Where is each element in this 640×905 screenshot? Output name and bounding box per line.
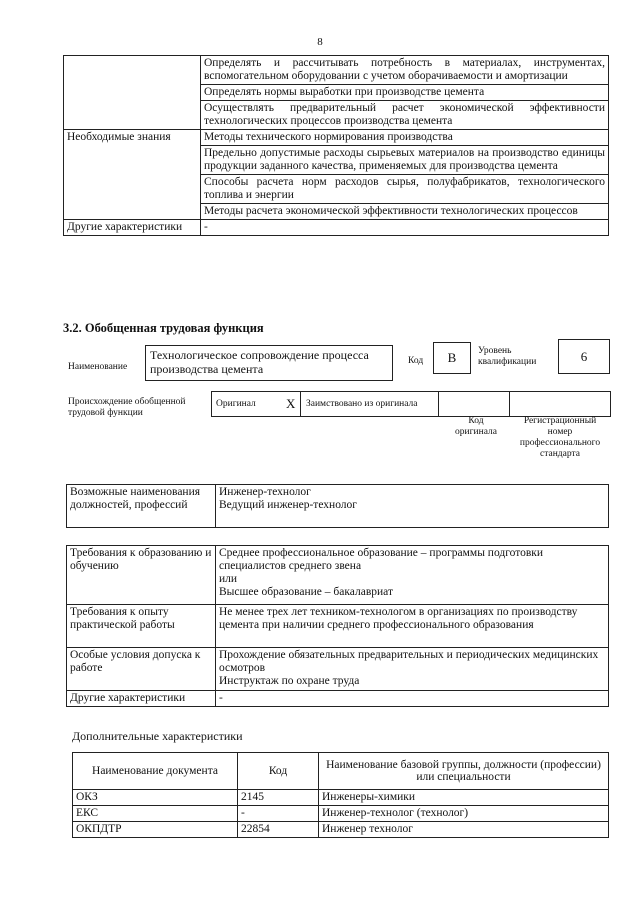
name-value: Технологическое сопровождение процесса производства цемента xyxy=(150,348,369,376)
code-original-label: Код оригинала xyxy=(455,416,497,437)
req-label: Другие характеристики xyxy=(67,691,216,707)
code-value: B xyxy=(433,342,471,374)
req-line: Прохождение обязательных предварительных и периодических медицинских осмотров xyxy=(219,649,599,674)
knowledge-label: Необходимые знания xyxy=(64,130,201,220)
position-item: Инженер-технолог xyxy=(219,486,311,498)
knowledge-cell: Способы расчета норм расходов сырья, полуфабрикатов, технологического топлива и энергии xyxy=(201,175,609,204)
req-value xyxy=(216,691,609,707)
positions-label: Возможные наименования должностей, профессий xyxy=(67,485,216,528)
position-item: Ведущий инженер-технолог xyxy=(219,499,357,511)
code-original-box xyxy=(438,391,510,417)
code-cell: - xyxy=(238,806,319,822)
knowledge-cell: Методы технического нормирования производства xyxy=(201,130,609,146)
level-value: 6 xyxy=(558,339,610,374)
other-label: Другие характеристики xyxy=(64,220,201,236)
doc-cell: ОКЗ xyxy=(73,790,238,806)
name-label: Наименование xyxy=(68,362,128,372)
borrowed-box xyxy=(300,391,439,417)
code-label: Код xyxy=(408,356,424,366)
table-row xyxy=(73,790,609,806)
origin-label: Происхождение обобщенной трудовой функции xyxy=(68,397,186,418)
header-cell: Наименование документа xyxy=(73,753,238,790)
doc-cell: ЕКС xyxy=(73,806,238,822)
positions-values xyxy=(216,485,609,528)
req-line: Не менее трех лет техником-технологом в организациях по производству цемента при наличии среднего профессионального образования xyxy=(219,606,578,631)
name-box xyxy=(145,345,393,381)
doc-cell: ОКПДТР xyxy=(73,822,238,838)
req-label: Требования к опыту практической работы xyxy=(67,605,216,648)
additional-title: Дополнительные характеристики xyxy=(72,729,243,743)
name-cell: Инженер-технолог (технолог) xyxy=(319,806,609,822)
additional-table xyxy=(72,752,609,838)
req-value xyxy=(216,546,609,605)
code-cell: 22854 xyxy=(238,822,319,838)
header-cell: Код xyxy=(238,753,319,790)
action-cell: Определять нормы выработки при производстве цемента xyxy=(201,85,609,101)
level-label: Уровень квалификации xyxy=(478,346,537,367)
table-row xyxy=(73,806,609,822)
req-line: или xyxy=(219,573,238,585)
empty-label-cell xyxy=(64,56,201,130)
req-value xyxy=(216,605,609,648)
table-row xyxy=(73,822,609,838)
original-mark: X xyxy=(286,396,296,411)
borrowed-label: Заимствовано из оригинала xyxy=(306,399,418,409)
header-cell: Наименование базовой группы, должности (профессии) или специальности xyxy=(319,753,609,790)
name-cell: Инженеры-химики xyxy=(319,790,609,806)
original-box xyxy=(211,391,301,417)
other-value: - xyxy=(201,220,609,236)
action-cell: Осуществлять предварительный расчет экономической эффективности технологических процессов производства цемента xyxy=(201,101,609,130)
positions-table xyxy=(66,484,609,528)
req-line: - xyxy=(219,692,223,704)
knowledge-cell: Методы расчета экономической эффективности технологических процессов xyxy=(201,204,609,220)
req-line: Высшее образование – бакалавриат xyxy=(219,586,393,598)
code-cell: 2145 xyxy=(238,790,319,806)
reg-number-label: Регистрационный номер профессионального стандарта xyxy=(519,416,601,459)
req-line: Среднее профессиональное образование – программы подготовки специалистов среднего звена xyxy=(219,547,544,572)
reg-number-box xyxy=(509,391,611,417)
skills-knowledge-table xyxy=(63,55,609,236)
original-label: Оригинал xyxy=(216,399,256,409)
action-cell: Определять и рассчитывать потребность в материалах, инструментах, вспомогательном оборудовании с учетом оборачиваемости и амортизации xyxy=(201,56,609,85)
requirements-table xyxy=(66,545,609,707)
name-cell: Инженер технолог xyxy=(319,822,609,838)
knowledge-cell: Предельно допустимые расходы сырьевых материалов на производство единицы продукции заданного качества, применяемых для производства цемента xyxy=(201,146,609,175)
req-label: Требования к образованию и обучению xyxy=(67,546,216,605)
req-line: Инструктаж по охране труда xyxy=(219,675,360,687)
section-title: 3.2. Обобщенная трудовая функция xyxy=(63,321,264,335)
req-label: Особые условия допуска к работе xyxy=(67,648,216,691)
page-number: 8 xyxy=(317,36,323,48)
req-value xyxy=(216,648,609,691)
